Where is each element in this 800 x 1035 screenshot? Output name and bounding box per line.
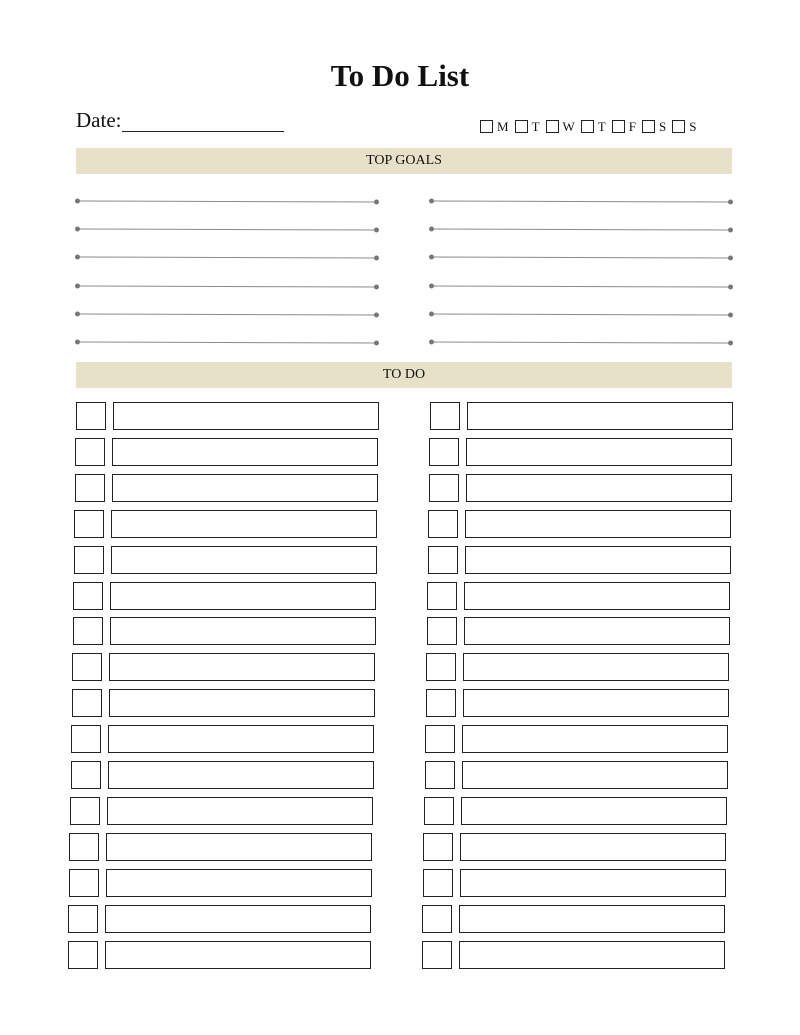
todo-row-right <box>426 689 729 717</box>
todo-row-right <box>425 725 728 753</box>
todo-row-right <box>429 474 732 502</box>
goal-line-left[interactable] <box>77 200 377 202</box>
todo-checkbox[interactable] <box>71 725 101 753</box>
todo-row-left <box>74 546 377 574</box>
todo-checkbox[interactable] <box>424 797 454 825</box>
todo-text-field[interactable] <box>460 833 726 861</box>
todo-checkbox[interactable] <box>427 582 457 610</box>
weekday-label: M <box>497 119 509 134</box>
todo-header: TO DO <box>76 362 732 388</box>
todo-row-left <box>73 617 376 645</box>
weekday-checkbox[interactable] <box>581 120 594 133</box>
todo-checkbox[interactable] <box>425 761 455 789</box>
goal-line-right[interactable] <box>431 285 731 287</box>
todo-row-right <box>430 402 733 430</box>
todo-row-left <box>73 582 376 610</box>
todo-row-right <box>427 582 730 610</box>
todo-text-field[interactable] <box>111 510 377 538</box>
todo-text-field[interactable] <box>459 905 725 933</box>
top-goals-header: TOP GOALS <box>76 148 732 174</box>
todo-text-field[interactable] <box>112 438 378 466</box>
todo-text-field[interactable] <box>106 869 372 897</box>
goal-line-right[interactable] <box>431 341 731 343</box>
weekday-label: S <box>689 119 697 134</box>
todo-checkbox[interactable] <box>74 546 104 574</box>
todo-text-field[interactable] <box>105 941 371 969</box>
todo-row-right <box>424 797 727 825</box>
todo-checkbox[interactable] <box>429 474 459 502</box>
todo-text-field[interactable] <box>107 797 373 825</box>
weekday-6[interactable] <box>672 119 702 135</box>
todo-checkbox[interactable] <box>75 474 105 502</box>
todo-text-field[interactable] <box>113 402 379 430</box>
todo-row-left <box>69 869 372 897</box>
todo-checkbox[interactable] <box>68 941 98 969</box>
todo-row-left <box>74 510 377 538</box>
goal-line-left[interactable] <box>77 313 377 315</box>
todo-row-left <box>75 474 378 502</box>
todo-row-left <box>70 797 373 825</box>
goal-line-right[interactable] <box>431 313 731 315</box>
weekday-checkbox[interactable] <box>642 120 655 133</box>
todo-checkbox[interactable] <box>430 402 460 430</box>
todo-text-field[interactable] <box>463 689 729 717</box>
todo-row-left <box>68 941 371 969</box>
todo-checkbox[interactable] <box>71 761 101 789</box>
todo-text-field[interactable] <box>466 474 732 502</box>
todo-row-left <box>75 438 378 466</box>
todo-checkbox[interactable] <box>73 617 103 645</box>
todo-text-field[interactable] <box>463 653 729 681</box>
goal-line-left[interactable] <box>77 341 377 343</box>
goal-line-left[interactable] <box>77 285 377 287</box>
weekday-checkbox[interactable] <box>612 120 625 133</box>
todo-checkbox[interactable] <box>426 689 456 717</box>
todo-row-right <box>427 617 730 645</box>
todo-text-field[interactable] <box>110 582 376 610</box>
todo-text-field[interactable] <box>461 797 727 825</box>
weekday-0[interactable] <box>480 119 515 135</box>
todo-row-left <box>72 689 375 717</box>
todo-text-field[interactable] <box>465 546 731 574</box>
todo-checkbox[interactable] <box>76 402 106 430</box>
todo-checkbox[interactable] <box>422 905 452 933</box>
todo-row-left <box>76 402 379 430</box>
weekday-checkbox[interactable] <box>480 120 493 133</box>
todo-text-field[interactable] <box>466 438 732 466</box>
date-field[interactable] <box>122 131 284 132</box>
todo-checkbox[interactable] <box>73 582 103 610</box>
weekday-label: T <box>531 119 540 134</box>
todo-checkbox[interactable] <box>72 653 102 681</box>
todo-row-right <box>426 653 729 681</box>
weekday-5[interactable] <box>642 119 672 135</box>
weekday-checkboxes <box>480 115 702 135</box>
date-label: Date: <box>76 108 122 132</box>
todo-row-right <box>423 869 726 897</box>
todo-row-left <box>72 653 375 681</box>
weekday-4[interactable] <box>612 119 642 135</box>
weekday-checkbox[interactable] <box>515 120 528 133</box>
todo-row-right <box>423 833 726 861</box>
todo-text-field[interactable] <box>105 905 371 933</box>
todo-text-field[interactable] <box>462 725 728 753</box>
goal-line-right[interactable] <box>431 228 731 230</box>
todo-text-field[interactable] <box>108 761 374 789</box>
todo-checkbox[interactable] <box>425 725 455 753</box>
todo-text-field[interactable] <box>464 617 730 645</box>
todo-text-field[interactable] <box>106 833 372 861</box>
weekday-2[interactable] <box>546 119 581 135</box>
weekday-label: W <box>562 119 575 134</box>
todo-text-field[interactable] <box>462 761 728 789</box>
todo-text-field[interactable] <box>467 402 733 430</box>
todo-text-field[interactable] <box>108 725 374 753</box>
todo-row-right <box>422 941 725 969</box>
page-title: To Do List <box>330 58 470 93</box>
goal-line-left[interactable] <box>77 228 377 230</box>
todo-checkbox[interactable] <box>69 869 99 897</box>
todo-text-field[interactable] <box>465 510 731 538</box>
todo-row-right <box>429 438 732 466</box>
todo-checkbox[interactable] <box>74 510 104 538</box>
todo-checkbox[interactable] <box>426 653 456 681</box>
todo-text-field[interactable] <box>464 582 730 610</box>
weekday-label: T <box>597 119 606 134</box>
todo-row-right <box>422 905 725 933</box>
todo-text-field[interactable] <box>110 617 376 645</box>
todo-checkbox[interactable] <box>428 546 458 574</box>
todo-checkbox[interactable] <box>427 617 457 645</box>
todo-text-field[interactable] <box>459 941 725 969</box>
weekday-label: F <box>628 119 636 134</box>
todo-checkbox[interactable] <box>70 797 100 825</box>
todo-checkbox[interactable] <box>428 510 458 538</box>
todo-row-left <box>69 833 372 861</box>
todo-checkbox[interactable] <box>68 905 98 933</box>
todo-checkbox[interactable] <box>72 689 102 717</box>
todo-row-right <box>425 761 728 789</box>
weekday-checkbox[interactable] <box>546 120 559 133</box>
todo-text-field[interactable] <box>109 689 375 717</box>
todo-row-left <box>68 905 371 933</box>
todo-checkbox[interactable] <box>429 438 459 466</box>
todo-row-right <box>428 546 731 574</box>
todo-text-field[interactable] <box>109 653 375 681</box>
weekday-label: S <box>658 119 667 134</box>
todo-checkbox[interactable] <box>423 833 453 861</box>
weekday-3[interactable] <box>581 119 612 135</box>
weekday-1[interactable] <box>515 119 546 135</box>
todo-row-left <box>71 725 374 753</box>
todo-checkbox[interactable] <box>422 941 452 969</box>
goal-line-right[interactable] <box>431 256 731 258</box>
todo-checkbox[interactable] <box>423 869 453 897</box>
todo-row-right <box>428 510 731 538</box>
todo-text-field[interactable] <box>460 869 726 897</box>
todo-checkbox[interactable] <box>75 438 105 466</box>
todo-checkbox[interactable] <box>69 833 99 861</box>
todo-text-field[interactable] <box>111 546 377 574</box>
todo-row-left <box>71 761 374 789</box>
weekday-checkbox[interactable] <box>672 120 685 133</box>
goal-line-right[interactable] <box>431 200 731 202</box>
todo-text-field[interactable] <box>112 474 378 502</box>
goal-line-left[interactable] <box>77 256 377 258</box>
